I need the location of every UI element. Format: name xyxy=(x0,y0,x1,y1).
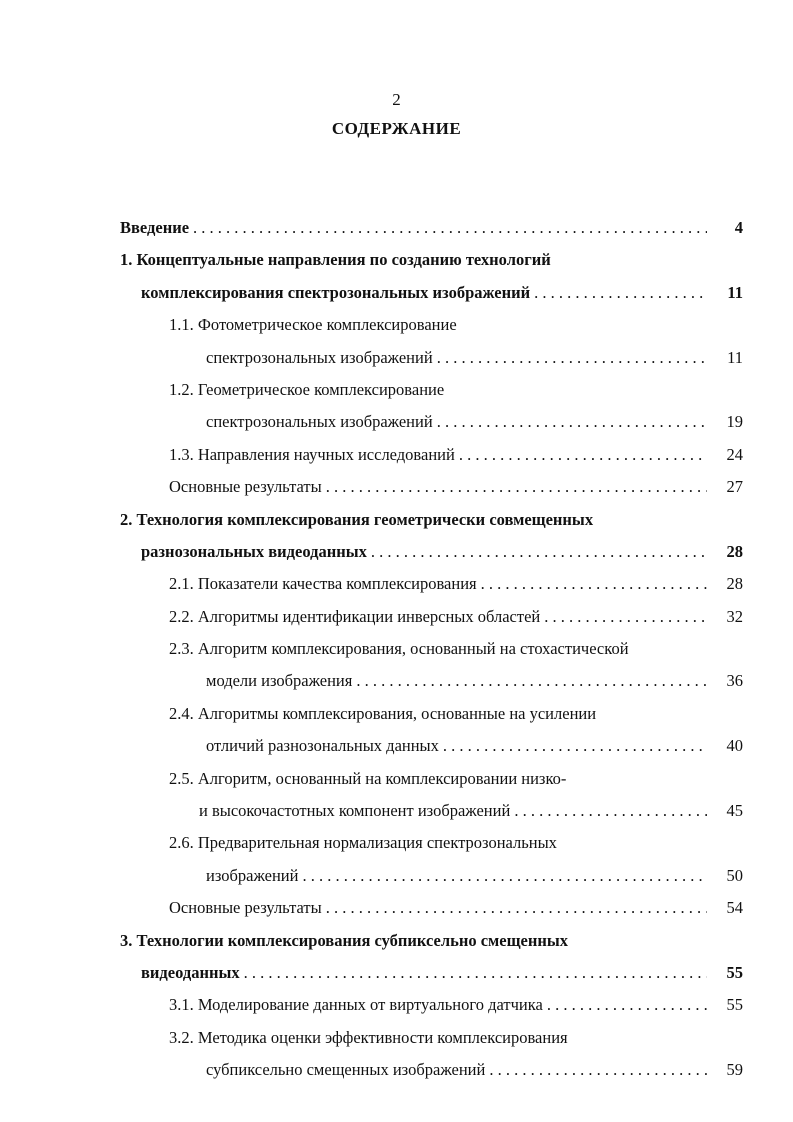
toc-entry-page: 4 xyxy=(734,218,743,237)
toc-entry-page: 19 xyxy=(726,412,743,432)
toc-dot-leader xyxy=(489,1054,707,1086)
toc-entry xyxy=(120,212,743,244)
toc-entry xyxy=(120,925,743,957)
toc-entry-page: 11 xyxy=(727,282,743,302)
toc-entry-title: 2. Технология комплексирования геометрически совмещенных xyxy=(120,509,594,529)
toc-dot-leader xyxy=(547,989,707,1021)
toc-entry-title: спектрозональных изображений xyxy=(206,347,433,367)
page-number: 2 xyxy=(392,90,401,109)
toc-entry-page: 55 xyxy=(726,995,743,1015)
toc-entry xyxy=(120,309,743,341)
toc-dot-leader xyxy=(326,471,707,503)
toc-entry-title: 3.1. Моделирование данных от виртуального датчика xyxy=(169,995,543,1015)
toc-dot-leader xyxy=(514,795,707,827)
toc-entry-title: модели изображения xyxy=(206,671,353,691)
toc-entry-page: 11 xyxy=(727,347,743,367)
toc-entry xyxy=(120,698,743,730)
toc-entry-title: 1.1. Фотометрическое комплексирование xyxy=(169,315,457,335)
toc-entry xyxy=(120,860,743,892)
toc-entry xyxy=(120,730,743,762)
toc-entry-title: и высокочастотных компонент изображений xyxy=(199,801,511,821)
toc-entry-page: 50 xyxy=(726,865,743,885)
toc-entry xyxy=(120,439,743,471)
toc-entry xyxy=(120,536,743,568)
toc-entry-page: 28 xyxy=(726,541,743,561)
toc-entry-title: спектрозональных изображений xyxy=(206,412,433,432)
toc-entry-title: 2.1. Показатели качества комплексирования xyxy=(169,574,477,594)
toc-dot-leader xyxy=(534,277,707,309)
toc-entry xyxy=(120,504,743,536)
toc-entry-title: 3. Технологии комплексирования субпиксельно смещенных xyxy=(120,930,569,950)
toc-entry-page: 32 xyxy=(726,606,743,626)
toc-entry-title: 2.4. Алгоритмы комплексирования, основанные на усилении xyxy=(169,703,597,723)
toc-entry-title: отличий разнозональных данных xyxy=(206,736,439,756)
toc-entry-title: 1. Концептуальные направления по созданию технологий xyxy=(120,250,551,270)
page-title: СОДЕРЖАНИЕ xyxy=(331,119,462,138)
toc-entry-title: 3.2. Методика оценки эффективности комплексирования xyxy=(169,1027,568,1047)
toc-entry xyxy=(120,601,743,633)
toc-entry-title: 2.6. Предварительная нормализация спектрозональных xyxy=(169,833,557,853)
toc-entry xyxy=(120,244,743,276)
toc-dot-leader xyxy=(437,342,707,374)
toc-entry xyxy=(120,795,743,827)
toc-entry-title: 2.2. Алгоритмы идентификации инверсных областей xyxy=(169,606,541,626)
toc-dot-leader xyxy=(459,439,707,471)
toc-dot-leader xyxy=(544,601,707,633)
toc-entry xyxy=(120,342,743,374)
toc-entry xyxy=(120,892,743,924)
toc-entry-title: 1.2. Геометрическое комплексирование xyxy=(169,379,445,399)
toc-dot-leader xyxy=(326,892,707,924)
toc-entry xyxy=(120,957,743,989)
toc-entry-title: изображений xyxy=(206,865,299,885)
toc-entry xyxy=(120,568,743,600)
toc-entry-title: 2.3. Алгоритм комплексирования, основанный на стохастической xyxy=(169,639,629,659)
toc-entry xyxy=(120,989,743,1021)
toc-dot-leader xyxy=(356,665,707,697)
toc-entry-title: видеоданных xyxy=(141,962,240,982)
toc-entry-title: Основные результаты xyxy=(169,898,322,918)
toc-dot-leader xyxy=(244,957,707,989)
toc-entry-page: 36 xyxy=(726,671,743,691)
toc-entry-page: 54 xyxy=(726,898,743,918)
toc-entry-title: 2.5. Алгоритм, основанный на комплексировании низко- xyxy=(169,768,567,788)
toc-entry-title: Основные результаты xyxy=(169,477,322,497)
toc-entry xyxy=(120,665,743,697)
toc-entry-title: разнозональных видеоданных xyxy=(141,541,367,561)
toc-entry-title: субпиксельно смещенных изображений xyxy=(206,1060,486,1080)
toc-entry xyxy=(120,374,743,406)
toc-entry xyxy=(120,827,743,859)
toc-dot-leader xyxy=(443,730,707,762)
toc-dot-leader xyxy=(371,536,707,568)
toc-entry-title: комплексирования спектрозональных изображений xyxy=(141,282,531,302)
toc-entry xyxy=(120,1054,743,1086)
toc-entry-page: 45 xyxy=(726,801,743,821)
toc-entry-page: 59 xyxy=(726,1060,743,1080)
toc-dot-leader xyxy=(193,212,707,244)
toc-entry-page: 24 xyxy=(726,444,743,464)
toc-entry xyxy=(120,633,743,665)
toc-entry-title: Введение xyxy=(120,218,190,237)
toc-entry-page: 28 xyxy=(726,574,743,594)
toc-entry xyxy=(120,406,743,438)
toc-entry xyxy=(120,277,743,309)
toc-entry-page: 27 xyxy=(726,477,743,497)
toc-dot-leader xyxy=(437,406,707,438)
toc-dot-leader xyxy=(302,860,707,892)
toc-entry xyxy=(120,763,743,795)
toc-entry xyxy=(120,1022,743,1054)
toc-entry xyxy=(120,471,743,503)
toc-entry-title: 1.3. Направления научных исследований xyxy=(169,444,455,464)
toc-entry-page: 40 xyxy=(726,736,743,756)
toc-entry-page: 55 xyxy=(726,962,743,982)
toc-dot-leader xyxy=(481,568,707,600)
table-of-contents xyxy=(120,212,743,1087)
